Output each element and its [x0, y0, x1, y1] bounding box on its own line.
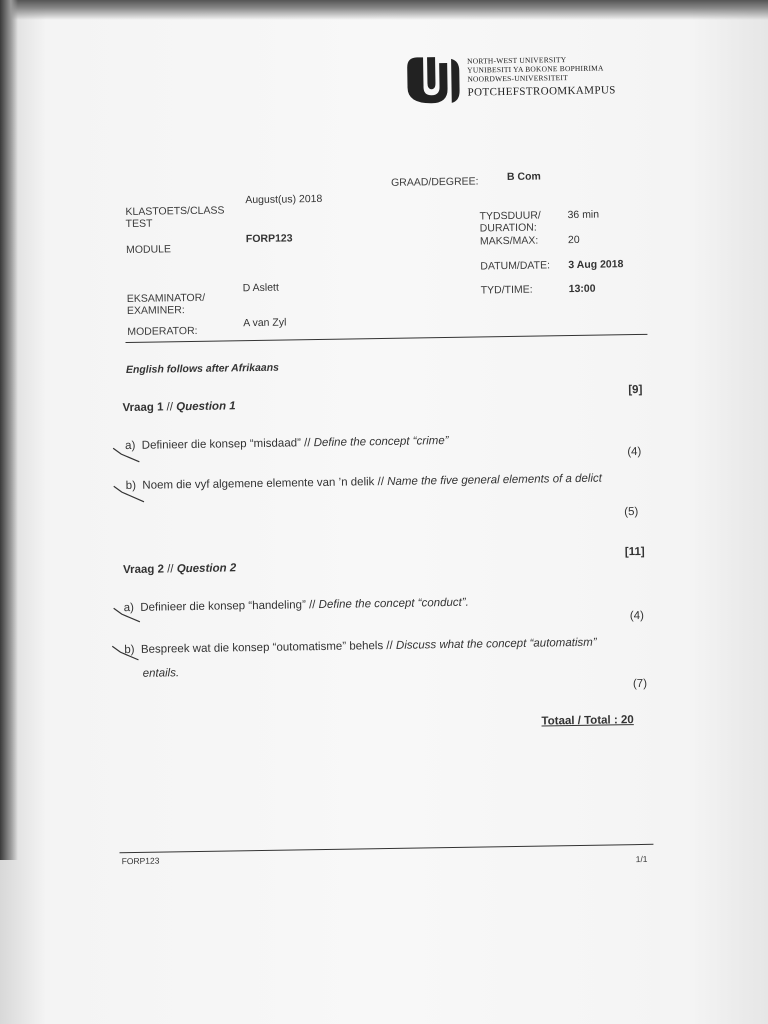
language-note: English follows after Afrikaans	[125, 361, 280, 377]
question-2-total: [11]	[624, 545, 645, 559]
question-1b: b) Noem die vyf algemene elemente van ’n delik // Name the five general elements of a delict	[125, 472, 603, 493]
max-value: 20	[567, 233, 580, 247]
module-value: FORP123	[245, 232, 293, 246]
max-label: MAKS/MAX:	[479, 234, 539, 248]
date-label: DATUM/DATE:	[480, 259, 551, 273]
duration-label: TYDSDUUR/ DURATION:	[479, 209, 541, 235]
time-value: 13:00	[568, 282, 596, 296]
footer-page-number: 1/1	[635, 853, 648, 865]
footer-divider	[119, 844, 653, 853]
date-value: 3 Aug 2018	[568, 258, 624, 272]
moderator-label: MODERATOR:	[127, 324, 198, 339]
question-1b-marks: (5)	[624, 506, 639, 519]
question-2a: a) Definieer die konsep “handeling” // Define the concept “conduct”.	[123, 596, 469, 615]
question-1-total: [9]	[628, 383, 643, 397]
duration-value: 36 min	[567, 208, 600, 222]
university-names: NORTH-WEST UNIVERSITY YUNIBESITI YA BOKONE BOPHIRIMA NOORDWES-UNIVERSITEIT	[467, 55, 604, 84]
header-divider	[125, 334, 647, 343]
moderator-value: A van Zyl	[243, 316, 287, 330]
examiner-label: EKSAMINATOR/ EXAMINER:	[126, 291, 206, 318]
university-logo-icon	[403, 53, 462, 106]
question-2b-marks: (7)	[632, 677, 648, 691]
time-label: TYD/TIME:	[480, 283, 533, 297]
question-1a-marks: (4)	[627, 445, 642, 459]
module-label: MODULE	[125, 243, 172, 257]
degree-label: GRAAD/DEGREE:	[390, 175, 479, 189]
grand-total: Totaal / Total : 20	[541, 714, 634, 728]
question-2b-continued: entails.	[142, 667, 180, 680]
campus-name: POTCHEFSTROOMKAMPUS	[467, 84, 616, 99]
question-1-title: Vraag 1 // Question 1	[122, 400, 236, 415]
class-test-value: August(us) 2018	[245, 192, 323, 207]
class-test-label: KLASTOETS/CLASS TEST	[125, 204, 225, 231]
examiner-value: D Aslett	[242, 281, 279, 295]
degree-value: B Com	[506, 170, 541, 184]
footer-module-code: FORP123	[121, 855, 160, 867]
question-2b: b) Bespreek wat die konsep “outomatisme” behels // Discuss what the concept “automatism”	[124, 636, 597, 657]
question-2a-marks: (4)	[629, 609, 645, 623]
question-2-title: Vraag 2 // Question 2	[122, 562, 237, 577]
question-1a: a) Definieer die konsep “misdaad” // Define the concept “crime”	[125, 434, 449, 453]
